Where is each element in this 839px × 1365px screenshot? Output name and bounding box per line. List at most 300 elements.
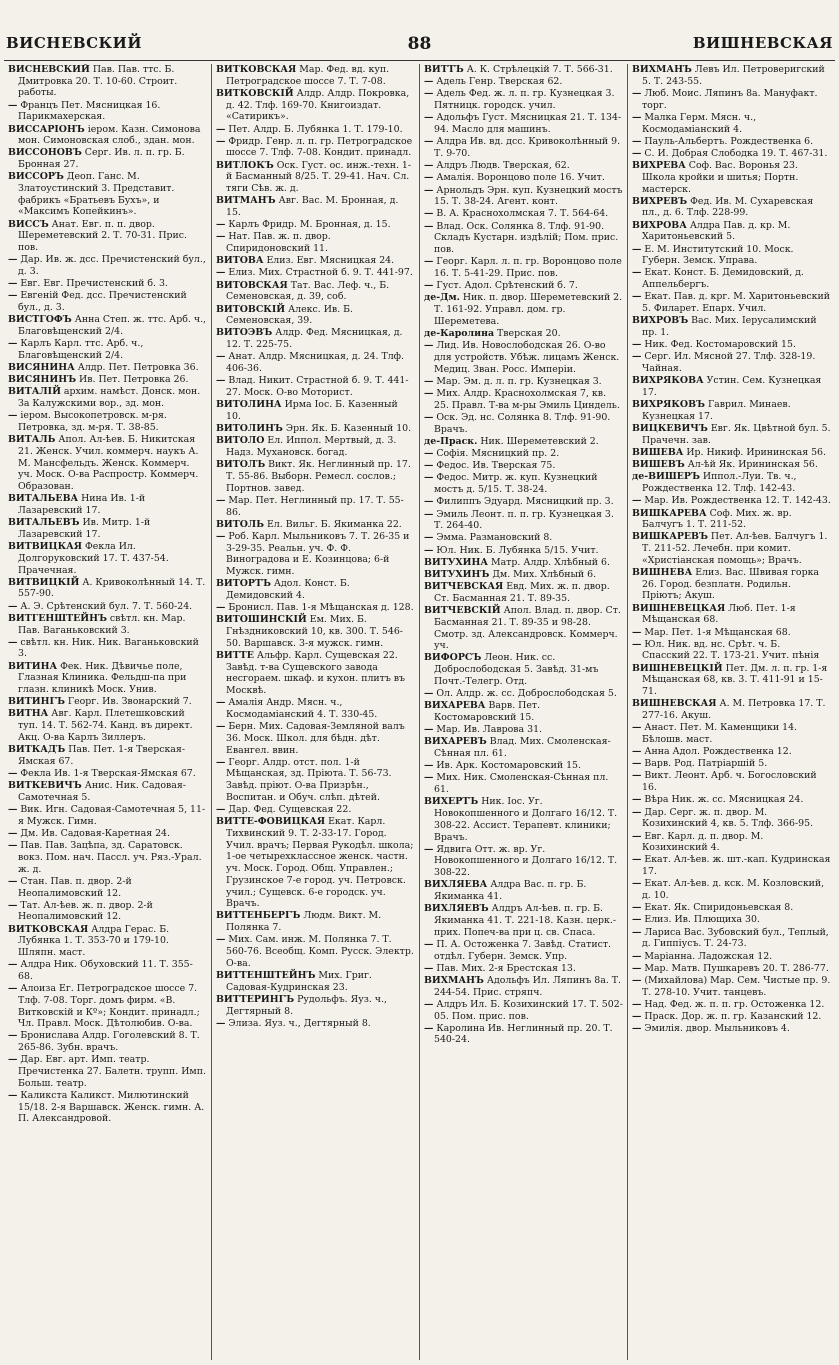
entry-surname: —	[632, 1023, 642, 1035]
entry-details: Алоиза Ег. Петроградское шоссе 7. Тлф. 7-08. Торг. домъ фирм. «В. Витковскій и Кº»; Кондит. принадл.; Чл. Правл. Моск. Дѣтолюбив. О-ва.	[18, 983, 200, 1030]
entry-details: Екат. Конст. Б. Демидовский, д. Аппельбергъ.	[642, 267, 804, 291]
entry-details: Адольфъ Густ. Мясницкая 21. Т. 134-94. Масло для машинъ.	[434, 112, 622, 136]
entry-details: Ел. Иппол. Мертвый, д. 3. Надз. Мухановск. богад.	[226, 435, 397, 458]
entry-details: Пет. Алдр. Б. Лубянка 1. Т. 179-10.	[228, 123, 403, 135]
header-left-keyword: ВИСНЕВСКИЙ	[6, 34, 143, 52]
entry-surname: —	[8, 875, 18, 887]
entry-surname: ВИШНЕВСКАЯ	[632, 698, 717, 710]
entry-surname: —	[632, 626, 642, 638]
entry-details: Мар. Ив. Лаврова 31.	[436, 724, 543, 736]
entry-surname: ВИТТЕНБЕРГЪ	[216, 910, 301, 922]
directory-entry	[632, 567, 831, 602]
entry-details: Деоп. Ганс. М. Златоустинский 3. Представит. фабрикъ «Братьевъ Бухъ», и «Максимъ Копейкинъ».	[18, 171, 175, 218]
directory-entry	[216, 255, 415, 267]
entry-surname: ВИТТЕ-ФОВИЦКАЯ	[216, 816, 326, 828]
entry-surname: ВИСТГОФЪ	[8, 314, 72, 326]
directory-entry	[216, 64, 415, 87]
directory-entry	[216, 614, 415, 649]
directory-entry	[8, 147, 207, 170]
directory-entry	[632, 351, 831, 374]
directory-entry	[216, 697, 415, 720]
directory-entry	[424, 136, 623, 159]
directory-entry	[424, 160, 623, 172]
entry-details: Апол. Влад. п. двор. Ст. Басманная 21. Т. 89-35 и 98-28. Смотр. зд. Александровск. Коммерч. уч.	[434, 605, 621, 652]
directory-entry	[216, 970, 415, 993]
page-header	[0, 34, 839, 58]
directory-entry	[216, 88, 415, 123]
directory-entry	[8, 541, 207, 576]
entry-details: А. Кривоколѣнный 14. Т. 557-90.	[18, 576, 206, 600]
directory-entry	[632, 196, 831, 219]
entry-surname: ВИХРЕВЪ	[632, 195, 688, 207]
entry-surname: де-Дм.	[424, 292, 460, 304]
entry-details: Люб. Моис. Ляпинъ 8а. Мануфакт. торг.	[642, 87, 818, 111]
directory-entry	[216, 1018, 415, 1030]
directory-entry	[8, 493, 207, 516]
directory-entry	[632, 770, 831, 793]
directory-entry	[8, 124, 207, 147]
entry-details: Евгеній Фед. дсс. Пречистенский бул., д. 3.	[18, 290, 187, 314]
directory-entry	[632, 508, 831, 531]
entry-details: (Михайлова) Мар. Сем. Чистые пр. 9. Т. 278-10. Учит. танцевъ.	[642, 974, 831, 998]
entry-surname: ВИТИНА	[8, 660, 58, 672]
entry-surname: —	[8, 804, 18, 816]
column-2	[211, 64, 419, 1360]
directory-entry	[8, 828, 207, 840]
directory-entry	[8, 290, 207, 313]
entry-surname: ВИТКАДЪ	[8, 744, 66, 756]
directory-entry	[8, 959, 207, 982]
entry-details: Алдр. Пет. Петровка 36.	[77, 362, 199, 374]
entry-surname: ВИХЛЯЕВЪ	[424, 903, 489, 915]
entry-surname: ВИТЧЕВСКАЯ	[424, 581, 504, 593]
entry-surname: ВИТВИЦКІЙ	[8, 576, 80, 588]
entry-surname: —	[424, 772, 434, 784]
entry-details: Ник. Фед. Костомаровский 15.	[644, 339, 796, 351]
directory-entry	[216, 267, 415, 279]
directory-entry	[424, 796, 623, 843]
directory-entry	[632, 339, 831, 351]
entry-surname: —	[216, 123, 226, 135]
entry-details: ieром. Высокопетровск. м-ря. Петровка, зд. м-ря. Т. 38-85.	[18, 410, 167, 434]
entry-details: Алдръ Ал-ѣев. п. гр. Б. Якиманка 41. Т. 221-18. Казн. церк.-прих. Попеч-ва при ц. св. Спаса.	[434, 903, 617, 938]
entry-details: Ем. Мих. Б. Гнѣздниковский 10, кв. 300. Т. 546-50. Варшавск. 3-я мужск. гимн.	[226, 614, 403, 649]
entry-surname: —	[632, 291, 642, 303]
entry-details: Фридр. Генр. л. п. гр. Петроградское шоссе 7. Тлф. 7-08. Кондит. принадл.	[226, 135, 413, 159]
directory-entry	[632, 1023, 831, 1035]
directory-entry	[216, 435, 415, 458]
directory-entry	[216, 459, 415, 494]
directory-entry	[632, 495, 831, 507]
directory-entry	[8, 780, 207, 803]
directory-entry	[632, 315, 831, 338]
entry-details: Матр. Алдр. Хлѣбный 6.	[490, 556, 610, 568]
entry-surname: —	[216, 219, 226, 231]
entry-surname: —	[216, 804, 226, 816]
directory-entry	[632, 627, 831, 639]
entry-details: Серг. Ил. Мясной 27. Тлф. 328-19. Чайная.	[642, 351, 816, 375]
directory-entry	[632, 531, 831, 566]
directory-entry	[424, 64, 623, 76]
directory-entry	[424, 496, 623, 508]
entry-surname: —	[8, 899, 18, 911]
directory-entry	[8, 278, 207, 290]
entry-surname: —	[8, 338, 18, 350]
entry-details: Брониславa Алдр. Гоголевский 8. Т. 265-86. Зубн. врачъ.	[18, 1030, 200, 1054]
entry-surname: ВИТТЕ	[216, 649, 254, 661]
entry-details: Алдръ Людв. Тверская, 62.	[436, 160, 570, 172]
entry-surname: ВИТОЭВЪ	[216, 327, 273, 339]
entry-surname: —	[424, 460, 434, 472]
entry-details: Карлъ Карл. ттс. Арб. ч., Благовѣщенский 2/4.	[18, 338, 144, 361]
entry-details: С. И. Добрая Слободка 19. Т. 467-31.	[644, 147, 828, 159]
directory-entry	[424, 412, 623, 435]
directory-entry	[216, 136, 415, 159]
entry-surname: —	[216, 697, 226, 709]
entry-surname: —	[632, 902, 642, 914]
entry-details: Мар. Матв. Пушкаревъ 20. Т. 286-77.	[644, 962, 829, 974]
directory-entry	[216, 910, 415, 933]
header-rule	[4, 60, 835, 61]
entry-surname: —	[632, 830, 642, 842]
directory-entry	[632, 914, 831, 926]
entry-details: Анаст. Пет. М. Каменщики 14. Бѣлошв. маст.	[642, 722, 798, 745]
entry-details: Пав. Мих. 2-я Брестская 13.	[436, 962, 576, 974]
entry-surname: ВИТМАНЪ	[216, 195, 276, 207]
directory-entry	[632, 112, 831, 135]
entry-surname: ВИХРЕВА	[632, 160, 686, 172]
directory-entry	[216, 816, 415, 910]
directory-entry	[424, 724, 623, 736]
entry-surname: де-Каролина	[424, 327, 495, 339]
entry-surname: ВИССОНОВЪ	[8, 147, 82, 159]
directory-entry	[632, 698, 831, 721]
entry-surname: —	[424, 938, 434, 950]
entry-surname: —	[216, 351, 226, 363]
entry-surname: —	[632, 495, 642, 507]
directory-entry	[632, 399, 831, 422]
entry-surname: ВИСНЕВСКИЙ	[8, 64, 90, 75]
entry-details: Мар. Ив. Рождественка 12. Т. 142-43.	[644, 495, 831, 507]
entry-details: Амалія. Воронцово поле 16. Учит.	[436, 172, 605, 184]
entry-surname: ВИХЕРТЪ	[424, 796, 479, 808]
entry-details: Амалія Андр. Мясн. ч., Космодаміанский 4. Т. 330-45.	[226, 697, 378, 720]
columns	[4, 64, 835, 1360]
directory-entry	[424, 844, 623, 879]
entry-surname: —	[424, 496, 434, 508]
entry-details: Альфр. Карл. Сущевская 22. Завѣд. т-ва Сущевского завода несгораем. шкаф. и кухон. плитъ въ Москвѣ.	[226, 649, 406, 697]
entry-details: Мар. Фед. вд. куп. Петроградское шоссе 7. Т. 7-08.	[226, 64, 390, 87]
entry-details: Каролина Ив. Неглинный пр. 20. Т. 540-24.	[434, 1022, 613, 1046]
entry-surname: ВИШНЕВЕЦКАЯ	[632, 602, 726, 614]
directory-entry	[8, 219, 207, 254]
entry-surname: ВИТКОВСКАЯ	[8, 923, 89, 935]
entry-details: Ядвига Отт. ж. вр. Уг. Новокопшенного и Долгаго 16/12. Т. 308-22.	[434, 843, 618, 879]
entry-surname: ВИШКАРЕВЪ	[632, 531, 708, 543]
entry-surname: —	[216, 756, 226, 768]
entry-details: Дар. Фед. Сущевская 22.	[228, 804, 352, 816]
directory-entry	[424, 388, 623, 411]
entry-surname: —	[8, 828, 18, 839]
directory-entry	[424, 221, 623, 256]
directory-entry	[8, 900, 207, 923]
directory-entry	[216, 375, 415, 398]
entry-details: Дар. Евг. арт. Имп. театр. Пречистенка 27. Балетн. трупп. Имп. Больш. театр.	[18, 1054, 206, 1089]
directory-entry	[632, 831, 831, 854]
entry-surname: —	[632, 770, 642, 782]
entry-surname: —	[632, 914, 642, 926]
directory-entry	[216, 934, 415, 969]
directory-entry	[8, 434, 207, 493]
directory-entry	[424, 472, 623, 495]
entry-surname: —	[8, 600, 18, 612]
directory-entry	[216, 399, 415, 422]
entry-surname: де-ВИШЕРЪ	[632, 471, 700, 483]
entry-surname: ВИТОВСКАЯ	[216, 279, 288, 291]
entry-details: Оск. Эд. нс. Солянка 8. Тлф. 91-90. Врачъ.	[434, 411, 611, 435]
entry-details: Дм. Мих. Хлѣбный 6.	[492, 569, 597, 581]
entry-details: Леон. Ник. сс. Доброслободская 5. Завѣд. 31-мъ Почт.-Телегр. Отд.	[434, 652, 599, 687]
directory-entry	[632, 794, 831, 806]
entry-details: Вѣра Ник. ж. сс. Мясницкая 24.	[644, 794, 804, 806]
directory-entry	[632, 999, 831, 1011]
entry-details: А. М. Петровка 17. Т. 277-16. Акуш.	[642, 698, 826, 721]
entry-details: свѣтл. кн. Мар. Пав. Ваганьковский 3.	[18, 612, 186, 636]
directory-entry	[632, 951, 831, 963]
directory-entry	[632, 878, 831, 901]
entry-surname: —	[424, 184, 434, 196]
directory-entry	[632, 148, 831, 160]
directory-entry	[8, 314, 207, 337]
entry-details: Анат. Евг. п. п. двор. Шереметевский 2. Т. 70-31. Прис. пов.	[18, 218, 188, 254]
entry-details: Левъ Ил. Петроверигский 5. Т. 243-55.	[642, 64, 825, 87]
entry-details: Софія. Мясницкий пр. 2.	[436, 448, 560, 459]
entry-surname: —	[424, 532, 434, 544]
entry-surname: —	[8, 767, 18, 779]
directory-entry	[8, 362, 207, 374]
entry-surname: ВИТОЛИНА	[216, 399, 282, 411]
entry-surname: ВИТНА	[8, 708, 49, 720]
entry-surname: —	[632, 950, 642, 962]
entry-surname: —	[424, 962, 434, 974]
directory-entry	[8, 338, 207, 361]
entry-surname: —	[424, 843, 434, 855]
entry-surname: —	[632, 746, 642, 758]
entry-surname: —	[424, 208, 434, 220]
entry-surname: —	[216, 602, 226, 614]
entry-details: Варв. Пет. Костомаровский 15.	[434, 700, 541, 723]
directory-entry	[632, 220, 831, 243]
directory-entry	[8, 661, 207, 696]
entry-details: Алекс. Ив. Б. Семеновская, 39.	[226, 303, 354, 327]
entry-surname: ВИХРЯКОВЪ	[632, 399, 705, 411]
entry-details: Каликста Каликст. Милютинский 15/18. 2-я Варшавск. Женск. гимн. А. П. Александровой.	[18, 1089, 205, 1125]
entry-details: Екат. Ал-ѣев. д. кск. М. Козловский, д. 10.	[642, 878, 825, 902]
entry-details: Рудольфъ. Яуз. ч., Дегтярный 8.	[226, 993, 387, 1017]
entry-surname: ВИХЛЯЕВА	[424, 879, 488, 891]
directory-entry	[8, 1054, 207, 1089]
column-1	[4, 64, 211, 1360]
entry-details: Фед. Ив. М. Сухаревская пл., д. 6. Тлф. 228-99.	[642, 195, 814, 219]
entry-details: Вик. Игн. Садовая-Самотечная 5, 11-я Мужск. Гимн.	[18, 804, 206, 827]
entry-surname: —	[424, 760, 434, 772]
entry-surname: —	[632, 351, 642, 363]
directory-entry	[8, 254, 207, 277]
page-number: 88	[407, 34, 432, 54]
entry-surname: ВИЦКЕВИЧЪ	[632, 423, 708, 435]
entry-details: Влад. Мих. Смоленская-Сѣнная пл. 61.	[434, 736, 611, 760]
entry-surname: ВИТТЕНШТЕЙНЪ	[216, 969, 316, 981]
entry-details: Анна Степ. ж. ттс. Арб. ч., Благовѣщенский 2/4.	[18, 314, 207, 337]
entry-surname: ВИСЯНИНА	[8, 362, 75, 374]
entry-surname: ВИХМАНЪ	[424, 974, 484, 986]
entry-details: Дар. Ив. ж. дсс. Пречистенский бул., д. 3.	[18, 254, 206, 277]
entry-surname: —	[216, 1017, 226, 1029]
entry-details: Георг. Карл. л. п. гр. Воронцово поле 16. Т. 5-41-29. Прис. пов.	[434, 256, 622, 279]
entry-details: Лид. Ив. Новослободская 26. О-во для устройств. Убѣж. лицамъ Женск. Медиц. Зван. Росс. Имперіи.	[434, 340, 620, 375]
entry-surname: —	[632, 243, 642, 255]
entry-details: Мих. Сам. инж. М. Полянка 7. Т. 560-76. Всеобщ. Комп. Русск. Электр. О-ва.	[226, 934, 414, 969]
header-right-keyword: ВИШНЕВСКАЯ	[692, 34, 833, 52]
entry-details: Устин. Сем. Кузнецкая 17.	[642, 375, 822, 398]
entry-surname: —	[8, 636, 18, 648]
directory-entry	[424, 581, 623, 604]
entry-details: Екат. Ал-ѣев. ж. шт.-кап. Кудринская 17.	[642, 854, 831, 878]
entry-details: Е. М. Институтский 10. Моск. Губерн. Земск. Управа.	[642, 243, 794, 267]
entry-surname: —	[216, 231, 226, 243]
entry-surname: ВИХАРЕВЪ	[424, 736, 487, 748]
entry-surname: ВИШЕВА	[632, 447, 684, 458]
entry-surname: ВИТУХИНЪ	[424, 569, 490, 581]
entry-details: Вас. Мих. Іерусалимский пр. 1.	[642, 315, 817, 338]
entry-surname: —	[216, 135, 226, 147]
entry-details: Маріанна. Ладожская 12.	[644, 950, 773, 962]
entry-details: Пет. Дм. л. п. гр. 1-я Мѣщанская 68, кв. 3. Т. 411-91 и 15-71.	[642, 662, 828, 698]
directory-entry	[424, 963, 623, 975]
entry-details: Филиппъ Эдуард. Мясницкий пр. 3.	[436, 496, 614, 508]
directory-entry	[216, 280, 415, 303]
entry-details: ieром. Казн. Симонова мон. Симоновская слоб., здан. мон.	[18, 123, 201, 147]
entry-surname: —	[424, 220, 434, 232]
entry-details: Елиз. Мих. Страстной б. 9. Т. 441-97.	[228, 267, 413, 279]
entry-details: Эмиль Леонт. п. п. гр. Кузнецкая 3. Т. 264-40.	[434, 508, 614, 532]
directory-entry	[424, 999, 623, 1022]
entry-surname: ВИТОЛЪ	[216, 459, 266, 471]
directory-entry	[632, 927, 831, 950]
entry-surname: —	[632, 1011, 642, 1023]
directory-entry	[216, 578, 415, 601]
entry-details: Пет. Ал-ѣев. Балчугъ 1. Т. 211-52. Лечебн. при комит. «Христіанская помощь»; Врачъ.	[642, 531, 828, 566]
entry-details: Тверская 20.	[497, 327, 561, 339]
entry-surname: —	[632, 147, 642, 159]
directory-entry	[632, 746, 831, 758]
directory-entry	[632, 807, 831, 830]
entry-details: Алдра Ник. Обуховский 11. Т. 355-68.	[18, 959, 193, 982]
entry-details: Алдръ Ил. Б. Козихинский 17. Т. 502-05. Пом. прис. пов.	[434, 998, 623, 1022]
directory-entry	[424, 88, 623, 111]
directory-entry	[216, 423, 415, 435]
entry-details: Екат. Карл. Тихвинский 9. Т. 2-33-17. Город. Учил. врачъ; Первая Рукодѣл. школа; 1-ое четырехклассное женск. частн. уч. Моск. Город. Общ. Управлен.; Грузинское 7-е город. уч. Петровск. учил.; Сущевск. 6-е городск. уч. Врачъ.	[226, 816, 414, 910]
entry-surname: —	[216, 494, 226, 506]
entry-surname: —	[632, 758, 642, 770]
entry-details: В. А. Краснохолмская 7. Т. 564-64.	[436, 208, 609, 220]
directory-entry	[424, 436, 623, 448]
entry-surname: —	[424, 76, 434, 88]
directory-entry	[632, 975, 831, 998]
directory-entry	[216, 351, 415, 374]
directory-entry	[8, 1030, 207, 1053]
directory-entry	[8, 983, 207, 1030]
entry-surname: ВИФОРСЪ	[424, 652, 482, 664]
entry-details: архим. намѣст. Донск. мон. За Калужскими вор., зд. мон.	[18, 386, 201, 410]
directory-entry	[216, 994, 415, 1017]
directory-entry	[216, 804, 415, 816]
directory-entry	[424, 256, 623, 279]
column-4	[627, 64, 835, 1360]
entry-details: Алдра Пав. д. кр. М. Харитоньевский 5.	[642, 219, 791, 243]
entry-details: Евг. Евг. Пречистенский б. 3.	[20, 278, 168, 290]
entry-details: Адольфъ Ил. Ляпинъ 8а. Т. 244-54. Прис. стряпч.	[434, 974, 622, 998]
entry-details: Георг. Алдр. отст. пол. 1-й Мѣщанская, зд. Пріюта. Т. 56-73. Завѣд. пріют. О-ва Призрѣн., Воспитан. и Обуч. слѣп. дѣтей.	[226, 756, 392, 803]
directory-entry	[632, 423, 831, 446]
directory-entry	[424, 1023, 623, 1046]
entry-surname: —	[632, 974, 642, 986]
directory-entry	[216, 219, 415, 231]
entry-details: Ол. Алдр. ж. сс. Доброслободская 5.	[436, 688, 617, 700]
directory-entry	[424, 652, 623, 687]
entry-details: Праск. Дор. ж. п. гр. Казанский 12.	[644, 1011, 822, 1023]
directory-entry	[424, 460, 623, 472]
entry-surname: —	[424, 724, 434, 736]
entry-details: Нат. Пав. ж. п. двор. Спиридоновский 11.	[226, 231, 331, 255]
entry-surname: ВИТОЛЬ	[216, 518, 264, 530]
entry-surname: —	[632, 806, 642, 818]
entry-details: Люб. Пет. 1-я Мѣщанская 68.	[642, 602, 796, 626]
directory-entry	[8, 386, 207, 409]
directory-entry	[632, 471, 831, 494]
directory-entry	[424, 557, 623, 569]
entry-details: Роб. Карл. Мыльниковъ 7. Т. 26-35 и 3-29-35. Реальн. уч. Ф. Ф. Виноградова и Е. Козинцова; 6-й Мужск. гимн.	[226, 530, 410, 578]
entry-details: Арнольдъ Эрн. куп. Кузнецкий мостъ 15. Т. 38-24. Агент. конт.	[434, 184, 623, 208]
directory-entry	[216, 650, 415, 697]
entry-details: Стан. Пав. п. двор. 2-й Неопалимовский 12.	[18, 875, 132, 899]
entry-surname: ВИТКЕВИЧЪ	[8, 780, 82, 792]
entry-details: Юл. Ник. вд. нс. Срѣт. ч. Б. Спасский 22. Т. 173-21. Учит. пѣнія	[642, 638, 820, 662]
entry-details: Анна Адол. Рождественка 12.	[644, 746, 792, 758]
entry-surname: ВИШЕВЪ	[632, 459, 685, 471]
entry-surname: ВИТОШИНСКІЙ	[216, 614, 307, 626]
directory-entry	[632, 375, 831, 398]
entry-details: А. Э. Срѣтенский бул. 7. Т. 560-24.	[20, 600, 193, 612]
entry-surname: ВИТАЛІЙ	[8, 386, 61, 398]
directory-entry	[632, 663, 831, 698]
entry-details: Гаврил. Минаев. Кузнецкая 17.	[642, 399, 791, 422]
entry-surname: —	[632, 926, 642, 938]
directory-entry	[632, 854, 831, 877]
entry-details: Ник. Шереметевский 2.	[480, 435, 599, 447]
directory-entry	[632, 603, 831, 626]
entry-surname: —	[424, 88, 434, 100]
entry-surname: —	[632, 962, 642, 974]
entry-details: Эмма. Размановский 8.	[436, 532, 553, 544]
entry-details: Мих. Алдр. Краснохолмская 7, кв. 25. Правл. Т-ва м-ры Эмиль Циндель.	[434, 387, 620, 411]
entry-details: Елиз. Вас. Швивая горка 26. Город. безплатн. Родильн. Пріютъ; Акуш.	[642, 567, 820, 602]
entry-details: Мих. Григ. Садовая-Кудринская 23.	[226, 969, 372, 993]
directory-entry	[216, 602, 415, 614]
directory-entry	[424, 903, 623, 938]
entry-details: П. А. Остоженка 7. Завѣд. Статист. отдѣл. Губерн. Земск. Упр.	[434, 938, 611, 962]
entry-surname: —	[632, 638, 642, 650]
